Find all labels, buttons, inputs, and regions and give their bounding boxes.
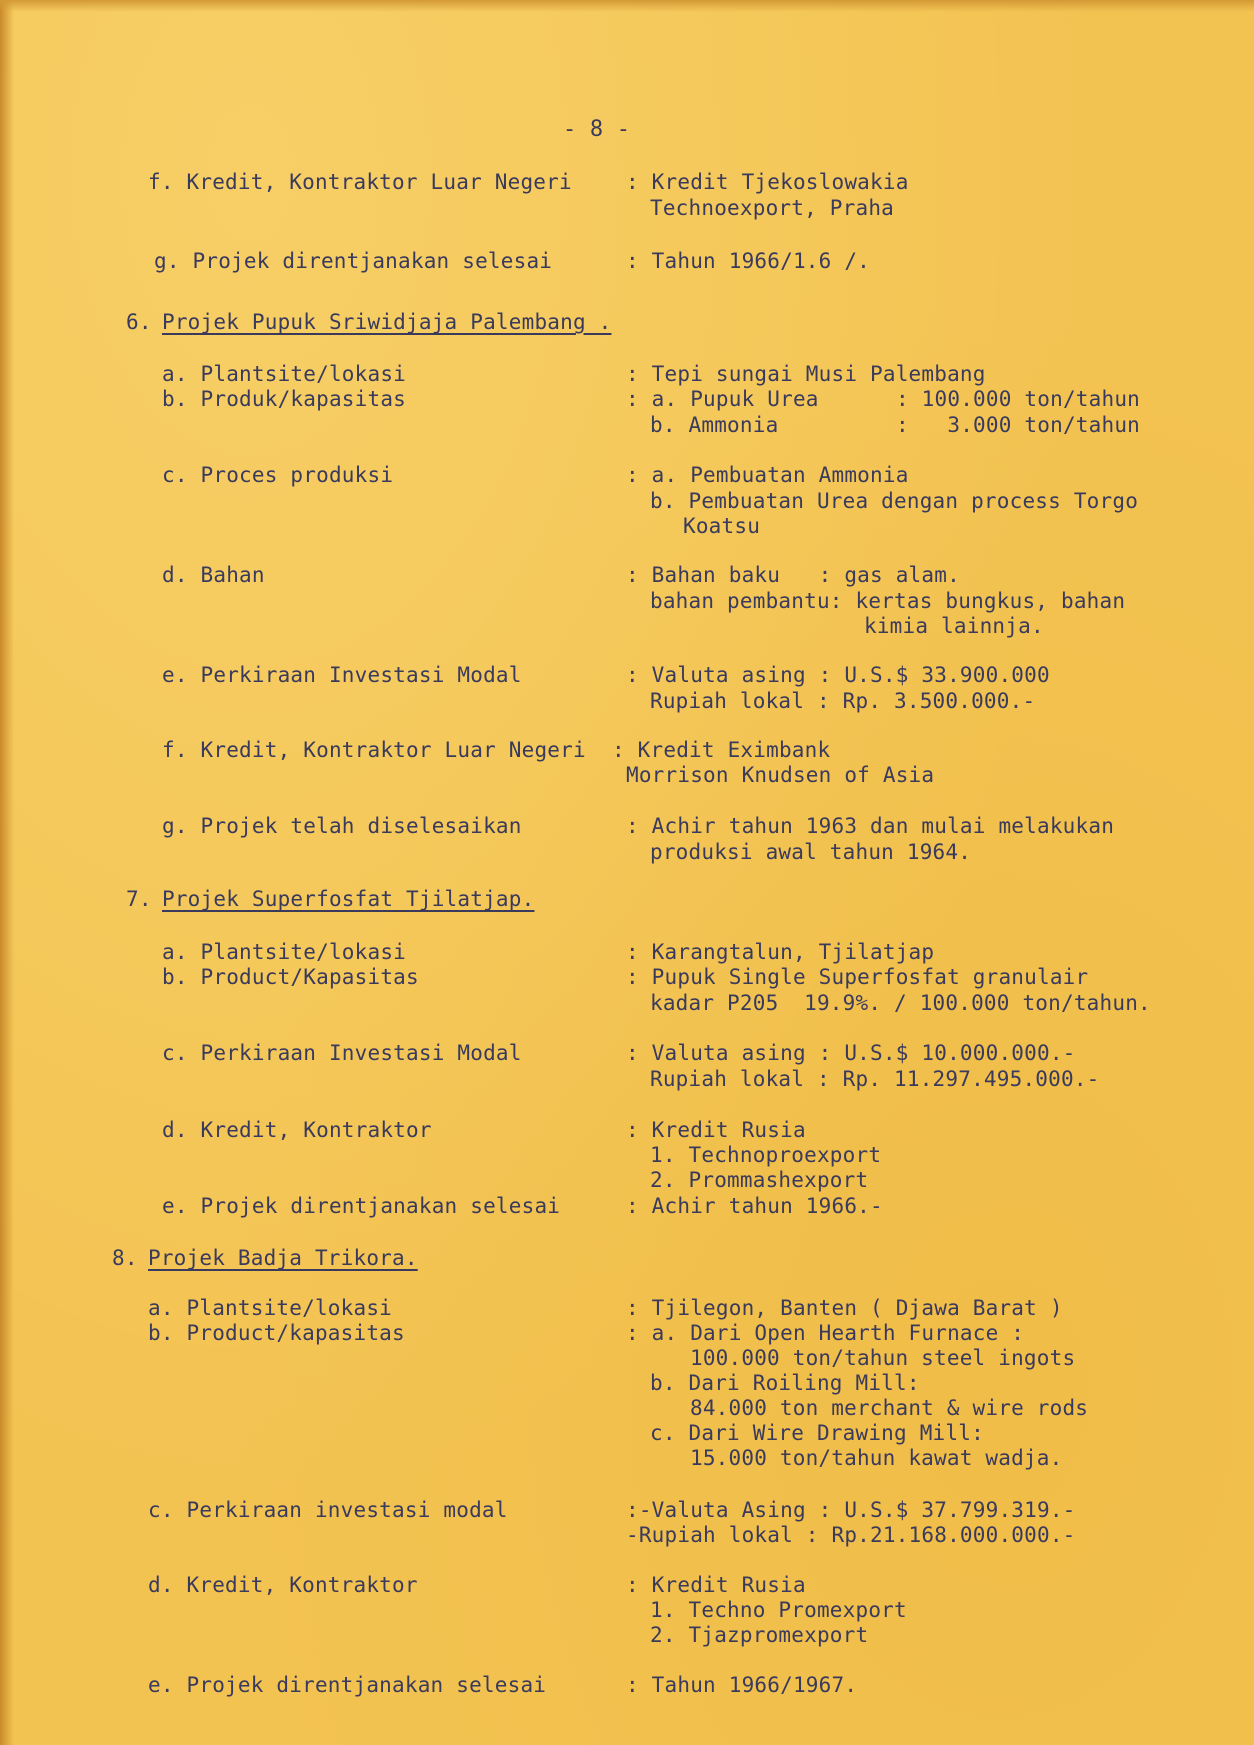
item-b-label: b. Product/Kapasitas	[162, 965, 419, 989]
item-c-value: -Rupiah lokal : Rp.21.168.000.000.-	[626, 1523, 1076, 1547]
item-d-value: kimia lainnja.	[864, 614, 1044, 638]
item-e-value: : Valuta asing : U.S.$ 33.900.000	[626, 663, 1050, 687]
item-d-label: d. Kredit, Kontraktor	[148, 1573, 418, 1597]
item-d-value: 2. Tjazpromexport	[650, 1623, 869, 1647]
item-b-value: b. Ammonia	[650, 413, 779, 437]
item-e-label: e. Projek direntjanakan selesai	[162, 1194, 561, 1218]
item-f-label: f. Kredit, Kontraktor Luar Negeri	[162, 738, 586, 762]
item-d-value: : Bahan baku : gas alam.	[626, 563, 960, 587]
item-d-label: d. Bahan	[162, 563, 265, 587]
item-d-value: 1. Techno Promexport	[650, 1598, 907, 1622]
item-f-value: Technoexport, Praha	[650, 196, 895, 220]
item-f-value: : Kredit Eximbank	[612, 738, 831, 762]
item-g-value: : Tahun 1966/1.6 /.	[626, 249, 871, 273]
item-a-label: a. Plantsite/lokasi	[162, 362, 407, 386]
item-e-value: : Achir tahun 1966.-	[626, 1194, 883, 1218]
item-b-value: : a. Dari Open Hearth Furnace :	[626, 1321, 1025, 1345]
item-g-label: g. Projek direntjanakan selesai	[154, 249, 553, 273]
item-f-value: Morrison Knudsen of Asia	[626, 763, 935, 787]
item-c-value: : a. Pembuatan Ammonia	[626, 463, 909, 487]
item-d-value: bahan pembantu: kertas bungkus, bahan	[650, 589, 1126, 613]
item-e-value: : Tahun 1966/1967.	[626, 1673, 858, 1697]
item-b-label: b. Product/kapasitas	[148, 1321, 405, 1345]
item-c-value: b. Pembuatan Urea dengan process Torgo	[650, 489, 1139, 513]
item-b-value: : a. Pupuk Urea	[626, 387, 819, 411]
item-a-value: : Karangtalun, Tjilatjap	[626, 940, 935, 964]
section-number: 6.	[126, 310, 152, 334]
item-a-value: : Tjilegon, Banten ( Djawa Barat )	[626, 1296, 1063, 1320]
item-e-label: e. Projek direntjanakan selesai	[148, 1673, 547, 1697]
item-a-label: a. Plantsite/lokasi	[162, 940, 407, 964]
item-f-value: : Kredit Tjekoslowakia	[626, 170, 909, 194]
item-b-label: b. Produk/kapasitas	[162, 387, 407, 411]
paper-edge-top	[0, 0, 1254, 12]
item-b-value: : Pupuk Single Superfosfat granulair	[626, 965, 1089, 989]
item-d-value: : Kredit Rusia	[626, 1118, 806, 1142]
section-number: 8.	[112, 1246, 138, 1270]
item-c-label: c. Perkiraan Investasi Modal	[162, 1041, 522, 1065]
item-d-value: 2. Prommashexport	[650, 1168, 869, 1192]
item-c-label: c. Proces produksi	[162, 463, 394, 487]
item-b-value: 15.000 ton/tahun kawat wadja.	[690, 1446, 1063, 1470]
item-c-value: : Valuta asing : U.S.$ 10.000.000.-	[626, 1041, 1076, 1065]
item-g-value: : Achir tahun 1963 dan mulai melakukan	[626, 814, 1115, 838]
item-e-value: Rupiah lokal : Rp. 3.500.000.-	[650, 689, 1036, 713]
item-d-value: : Kredit Rusia	[626, 1573, 806, 1597]
item-f-label: f. Kredit, Kontraktor Luar Negeri	[148, 170, 572, 194]
item-g-label: g. Projek telah diselesaikan	[162, 814, 522, 838]
item-a-label: a. Plantsite/lokasi	[148, 1296, 393, 1320]
section-heading: Projek Superfosfat Tjilatjap.	[162, 887, 535, 911]
item-b-value: 100.000 ton/tahun steel ingots	[690, 1346, 1076, 1370]
item-a-value: : Tepi sungai Musi Palembang	[626, 362, 986, 386]
item-b-value: b. Dari Roiling Mill:	[650, 1371, 920, 1395]
item-b-value: 84.000 ton merchant & wire rods	[690, 1396, 1089, 1420]
section-number: 7.	[126, 887, 152, 911]
paper-edge-left	[0, 0, 14, 1745]
item-c-label: c. Perkiraan investasi modal	[148, 1498, 508, 1522]
item-c-value: Rupiah lokal : Rp. 11.297.495.000.-	[650, 1067, 1100, 1091]
page-number: - 8 -	[563, 117, 631, 142]
item-c-value: :-Valuta Asing : U.S.$ 37.799.319.-	[626, 1498, 1076, 1522]
item-d-label: d. Kredit, Kontraktor	[162, 1118, 432, 1142]
item-e-label: e. Perkiraan Investasi Modal	[162, 663, 522, 687]
item-b-value: : 3.000 ton/tahun	[896, 413, 1141, 437]
item-b-value: c. Dari Wire Drawing Mill:	[650, 1421, 984, 1445]
section-heading: Projek Badja Trikora.	[148, 1246, 418, 1270]
section-heading: Projek Pupuk Sriwidjaja Palembang .	[162, 310, 612, 334]
item-c-value: Koatsu	[683, 514, 761, 538]
item-b-value: kadar P205 19.9%. / 100.000 ton/tahun.	[650, 991, 1151, 1015]
item-g-value: produksi awal tahun 1964.	[650, 840, 972, 864]
item-d-value: 1. Technoproexport	[650, 1143, 882, 1167]
item-b-value: : 100.000 ton/tahun	[896, 387, 1141, 411]
